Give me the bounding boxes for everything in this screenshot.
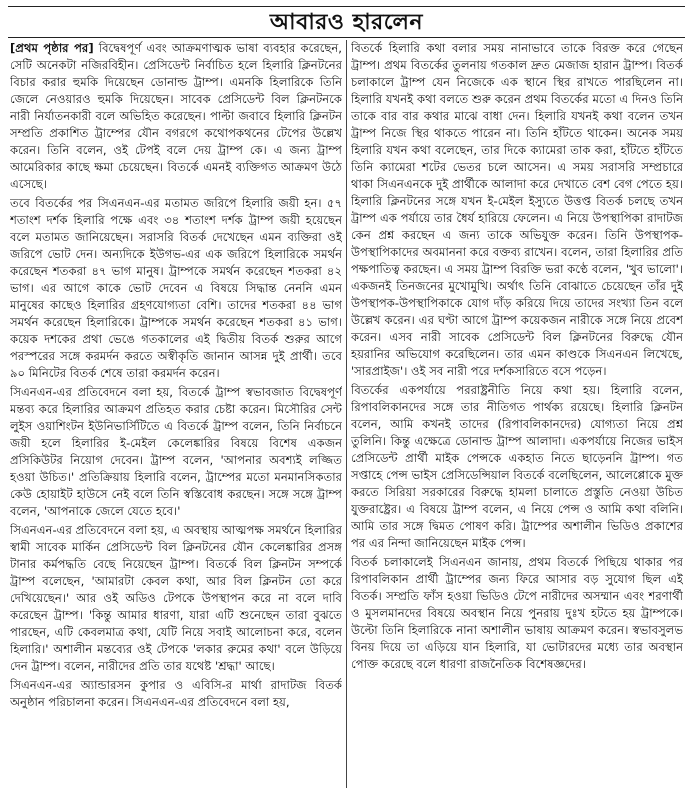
article-paragraph: সিএনএন-এর অ্যান্ডারসন কুপার ও এবিসি-র মার্থা রাদাটজ বিতর্ক অনুষ্ঠান পরিচালনা করেন। সিএনএন-এর প্রতিবেদনে বলা হয়, bbox=[10, 678, 342, 709]
column-divider bbox=[346, 40, 347, 788]
right-column bbox=[351, 40, 683, 788]
headline: আবারও হারলেন bbox=[269, 9, 424, 35]
article-paragraph: সিএনএন-এর প্রতিবেদনে বলা হয়, বিতর্কে ট্রাম্প স্বভাবজাত বিদ্বেষপূর্ণ মন্তব্য করে হিলারির আক্রমণ প্রতিহত করার চেষ্টা করেন। মিসৌরির সেন্ট লুইস ওয়াশিংটন ইউনিভার্সিটিতে এ বিতর্কে ট্রাম্প বলেন, তিনি নির্বাচনে জয়ী হলে হিলারির ই-মেইল কেলেঙ্কারির বিষয়ে বিশেষ একজন প্রসিকিউটর নিয়োগ দেবেন। ট্রাম্প বলেন, 'আপনার অবশ্যই লজ্জিত হওয়া উচিত।' প্রতিক্রিয়ায় হিলারি বলেন, ট্রাম্পের মতো মনমানসিকতার কেউ হোয়াইট হাউসে নেই বলে তিনি স্বস্তিবোধ করছেন। সঙ্গে সঙ্গে ট্রাম্প বলেন, 'আপনাকে জেলে যেতে হবে।' bbox=[10, 385, 342, 518]
continuation-label: [প্রথম পৃষ্ঠার পর] bbox=[10, 41, 94, 55]
article-paragraph bbox=[10, 40, 342, 193]
left-column bbox=[10, 40, 342, 788]
article-paragraph: বিতর্কে হিলারি কথা বলার সময় নানাভাবে তাকে বিরক্ত করে গেছেন ট্রাম্প। প্রথম বিতর্কের তুলনায় গতকাল দ্রুত মেজাজ হারান ট্রাম্প। বিতর্ক চলাকালে ট্রাম্প যেন নিজেকে এক স্থানে স্থির রাখতে পারছিলেন না। হিলারি যখনই কথা বলতে শুরু করেন প্রথম বিতর্কের মতো এ দিনও তিনি তাকে বার বার কথার মাঝে বাধা দেন। হিলারি যখনই কথা বলেন তখন ট্রাম্প নিজে স্থির থাকতে পারেন না। তিনি হাঁটতে থাকেন। অনেক সময় হিলারি যখন কথা বলেছেন, তার দিকে ক্যামেরা তাক করা, হাঁটতে হাঁটতে তিনি ক্যামেরা শটের ভেতর চলে আসেন। এ সময় সরাসরি সম্প্রচারে থাকা সিএনএনকে দুই প্রার্থীকে আলাদা করে দেখাতে বেশ বেগ পেতে হয়। হিলারি ক্লিনটনের সঙ্গে যখন ই-মেইল ইস্যুতে উত্তপ্ত বিতর্ক চলছে তখন ট্রাম্প এক পর্যায়ে তার ধৈর্য হারিয়ে ফেলেন। এ নিয়ে উপস্থাপিকা রাদাটজ কেন প্রশ্ন করছেন এ জন্য তাকে অভিযুক্ত করেন। তিনি উপস্থাপক-উপস্থাপিকাদের অবমাননা করে বক্তব্য রাখেন। বলেন, তারা হিলারির প্রতি পক্ষপাতিত্ব করছেন। এ সময় ট্রাম্প বিরক্তি ভরা কণ্ঠে বলেন, 'খুব ভালো'। একজনই তিনজনের মুখোমুখি। অর্থাৎ তিনি বোঝাতে চেয়েছেন তাঁর দুই উপস্থাপক-উপস্থাপিকাকে যোগ দাঁড় করিয়ে দিয়ে তাদের সংখ্যা তিন বলে উল্লেখ করেন। এর ঘণ্টা আগে ট্রাম্প কয়েকজন নারীকে সঙ্গে নিয়ে প্রবেশ করেন। এসব নারী সাবেক প্রেসিডেন্ট বিল ক্লিনটনের বিরুদ্ধে যৌন হয়রানির অভিযোগ করেছিলেন। তার এমন কাণ্ডকে সিএনএন লিখেছে, 'সারপ্রাইজ'। ওই সব নারী পরে দর্শকসারিতে বসে পড়েন। bbox=[351, 41, 683, 378]
article-paragraph: তবে বিতর্কের পর সিএনএন-এর মতামত জরিপে হিলারি জয়ী হন। ৫৭ শতাংশ দর্শক হিলারি পক্ষে এবং ৩৪ শতাংশ দর্শক ট্রাম্প জয়ী হয়েছেন বলে মতামত জানিয়েছেন। সরাসরি বিতর্ক দেখেছেন এমন ব্যক্তিরা ওই জরিপে ভোট দেন। অন্যদিকে ইউগভ-এর এক জরিপে হিলারিকে সমর্থন করেছেন শতকরা ৪৭ ভাগ মানুষ। ট্রাম্পকে সমর্থন করেছেন শতকরা ৪২ ভাগ। এর আগে কাকে ভোট দেবেন এ বিষয়ে সিদ্ধান্ত নেননি এমন মানুষের কাছেও হিলারির গ্রহণযোগ্যতা বেশি। তাদের শতকরা ৪৪ ভাগ সমর্থন করেছেন হিলারিকে। ট্রাম্পকে সমর্থন করেছেন শতকরা ৪১ ভাগ। কয়েক দশকের প্রথা ভেঙে গতকালের এই দ্বিতীয় বিতর্ক শুরুর আগে পরস্পরের সঙ্গে করমর্দন করতে অস্বীকৃতি জানান আসন্ন দুই প্রার্থী। তবে ৯০ মিনিটের বিতর্ক শেষে তারা করমর্দন করেন। bbox=[10, 196, 342, 380]
headline-bar bbox=[8, 6, 685, 38]
article-paragraph: সিএনএন-এর প্রতিবেদনে বলা হয়, এ অবস্থায় আত্মপক্ষ সমর্থনে হিলারির স্বামী সাবেক মার্কিন প্রেসিডেন্ট বিল ক্লিনটনের যৌন কেলেঙ্কারির প্রসঙ্গ টানার কর্মপদ্ধতি বেছে নিয়েছেন ট্রাম্প। বিতর্কে বিল ক্লিনটন সম্পর্কে ট্রাম্প বলেছেন, 'আমারটা কেবল কথা, আর বিল ক্লিনটন তো করে দেখিয়েছেন।' আর ওই অডিও টেপকে উপস্থাপন করে না বলে দাবি করেছেন ট্রাম্প। 'কিন্তু আমার ধারণা, যারা এটি শুনেছেন তারা বুঝতে পারছেন, এটি কেবলমাত্র কথা, যেটি নিয়ে সবাই আলোচনা করে, বলেন হিলারি।' অশালীন মন্তব্যের ওই টেপকে 'লকার রুমের কথা' বলে উড়িয়ে দেন ট্রাম্প। বলেন, নারীদের প্রতি তার যথেষ্ট 'শ্রদ্ধা' আছে। bbox=[10, 523, 342, 673]
article-paragraph: বিতর্ক চলাকালেই সিএনএন জানায়, প্রথম বিতর্কে পিছিয়ে থাকার পর রিপাবলিকান প্রার্থী ট্রাম্পের জন্য ফিরে আসার বড় সুযোগ ছিল এই বিতর্ক। সম্প্রতি ফাঁস হওয়া ভিডিও টেপে নারীদের অসম্মান এবং শরণার্থী ও মুসলমানদের বিষয়ে অবস্থান নিয়ে পুনরায় দুঃখ হটতে হয় ট্রাম্পকে। উল্টো তিনি হিলারিকে নানা অশালীন ভাষায় আক্রমণ করেন। স্বভাবসুলভ বিনয় দিয়ে তা এড়িয়ে যান হিলারি, যা ভোটারদের মধ্যে তার অবস্থান পোক্ত করেছে বলে ধারণা রাজনৈতিক বিশেষজ্ঞদের। bbox=[351, 555, 683, 671]
paragraph-text: বিদ্বেষপূর্ণ এবং আক্রমণাত্মক ভাষা ব্যবহার করেছেন, সেটি অনেকটা নজিরবিহীন। প্রেসিডেন্ট নির্বাচিত হলে হিলারি ক্লিনটনের বিচার করার হুমকি দিয়েছেন ডোনাল্ড ট্রাম্প। এমনকি হিলারিকে তিনি জেলে নেওয়ারও হুমকি দিয়েছেন। সাবেক প্রেসিডেন্ট বিল ক্লিনটনকে নারী নির্যাতনকারী বলে অভিহিত করেছেন। পাল্টা জবাবে হিলারি ক্লিনটন সম্প্রতি প্রকাশিত ট্রাম্পের যৌন বগরগে কথোপকথনের টেপের উল্লেখ করেন। তিনি বলেন, ওই টেপই বলে দেয় ট্রাম্প কে। এ জন্য ট্রাম্প আমেরিকার কাছে ক্ষমা চেয়েছেন। বিতর্কে এমনই ব্যক্তিগত আক্রমণ উঠে এসেছে। bbox=[10, 41, 342, 191]
article-columns bbox=[10, 40, 683, 788]
article-paragraph: বিতর্কের একপর্যায়ে পররাষ্ট্রনীতি নিয়ে কথা হয়। হিলারি বলেন, রিপাবলিকানদের সঙ্গে তার নীতিগত পার্থক্য রয়েছে। হিলারি ক্লিনটন বলেন, আমি কখনই তাদের (রিপাবলিকানদের) যোগ্যতা নিয়ে প্রশ্ন তুলিনি। কিন্তু এক্ষেত্রে ডোনাল্ড ট্রাম্প আলাদা। একপর্যায়ে নিজের ভাইস প্রেসিডেন্ট প্রার্থী মাইক পেন্সকে একহাত নিতে ছাড়েননি ট্রাম্প। গত সপ্তাহে পেন্স ভাইস প্রেসিডেন্সিয়াল বিতর্কে বলেছিলেন, আলেপ্পোকে মুক্ত করতে সিরিয়া সরকারের বিরুদ্ধে হামলা চালাতে প্রস্তুতি নেওয়া উচিত যুক্তরাষ্ট্রের। এ বিষয়ে ট্রাম্প বলেন, এ নিয়ে পেন্স ও আমি কথা বলিনি। আমি তার সঙ্গে দ্বিমত পোষণ করি। ট্রাম্পের অশালীন ভিডিও প্রকাশের পর এর নিন্দা জানিয়েছেন মাইক পেন্স। bbox=[351, 383, 683, 550]
